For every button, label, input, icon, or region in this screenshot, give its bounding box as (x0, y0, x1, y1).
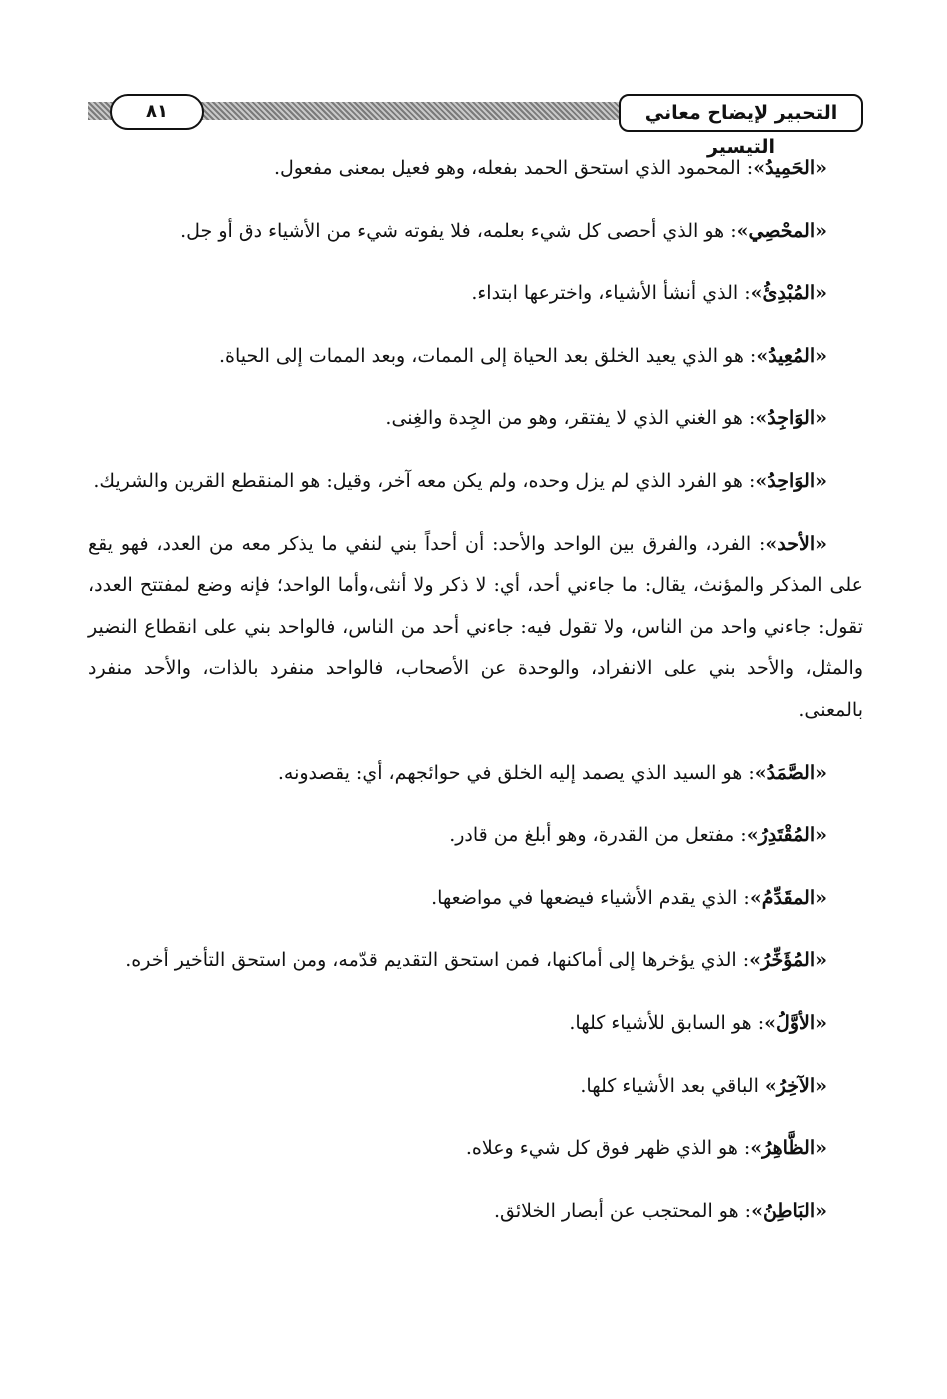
paragraph-al-wahid (88, 461, 863, 503)
paragraph-al-muhsi (88, 211, 863, 253)
definition: : هو المحتجب عن أبصار الخلائق. (494, 1199, 752, 1222)
definition: : المحمود الذي استحق الحمد بفعله، وهو فعيل بمعنى مفعول. (273, 157, 754, 179)
term: «الوَاجِدُ» (755, 407, 827, 430)
definition: : هو الذي يعيد الخلق بعد الحياة إلى الممات، وبعد الممات إلى الحياة. (219, 344, 757, 367)
paragraph-al-ahad (88, 524, 863, 732)
term: «الحَمِيدُ» (753, 157, 827, 179)
paragraph-al-hamid (88, 148, 863, 190)
paragraph-al-akhir (88, 1066, 863, 1108)
definition: : الذي أنشأ الأشياء، واخترعها ابتداء. (471, 282, 751, 305)
paragraph-al-mubdi (88, 273, 863, 315)
term: «المُبْدِئُ» (750, 282, 827, 305)
paragraph-az-zahir (88, 1128, 863, 1170)
paragraph-al-batin (88, 1191, 863, 1233)
term: «الوَاحِدُ» (755, 469, 827, 492)
definition: الباقي بعد الأشياء كلها. (580, 1074, 765, 1097)
page-body (88, 148, 863, 1253)
term: «الظَّاهِرُ» (750, 1137, 827, 1160)
book-title: التحبير لإيضاح معاني التيسير (619, 94, 863, 132)
page-header (88, 94, 863, 158)
definition: : هو الذي ظهر فوق كل شيء وعلاه. (465, 1137, 751, 1160)
paragraph-al-muid (88, 336, 863, 378)
definition: : هو الغني الذي لا يفتقر، وهو من الجِدة والغِنى. (385, 407, 756, 430)
paragraph-as-samad (88, 753, 863, 795)
definition: : هو الفرد الذي لم يزل وحده، ولم يكن معه آخر، وقيل: هو المنقطع القرين والشريك. (93, 469, 756, 492)
definition: : هو الذي أحصى كل شيء بعلمه، فلا يفوته شيء من الأشياء دق أو جل. (180, 219, 737, 242)
paragraph-al-muqtadir (88, 815, 863, 857)
term: «البَاطِنُ» (751, 1199, 827, 1222)
term: «الأوَّلُ» (764, 1011, 827, 1034)
definition: : هو السابق للأشياء كلها. (569, 1011, 765, 1034)
term: «المُؤَخِّرُ» (749, 949, 827, 972)
page-number: ٨١ (110, 94, 204, 130)
paragraph-al-wajid (88, 398, 863, 440)
definition: : الفرد، والفرق بين الواحد والأحد: أن أحداً بني لنفي ما يذكر معه من العدد، فهو يقع على المذكر والمؤنث، يقال: ما جاءني أحد، أي: لا ذكر ولا أنثى،وأما الواحد؛ فإنه وضع لمفتتح العدد، تقول: جاءني واحد من الناس، ولا تقول فيه: جاءني أحد من الناس، فالواحد بني على انقطاع النضير والمثل، والأحد بني على الانفراد، والوحدة عن الأصحاب، فالواحد منفرد بالذات، والأحد منفرد بالمعنى. (88, 532, 863, 721)
term: «المُعِيدُ» (756, 344, 827, 367)
term: «الصَّمَدُ» (754, 761, 827, 784)
definition: : الذي يؤخرها إلى أماكنها، فمن استحق التقديم قدّمه، ومن استحق التأخير أخره. (125, 949, 750, 972)
term: «المُقْتَدِرُ» (746, 824, 827, 847)
paragraph-al-muqaddim (88, 878, 863, 920)
definition: : هو السيد الذي يصمد إليه الخلق في حوائجهم، أي: يقصدونه. (277, 761, 755, 784)
definition: : الذي يقدم الأشياء فيضعها في مواضعها. (431, 886, 750, 909)
term: «الأحد» (765, 532, 827, 555)
term: «المحْصِي» (736, 219, 827, 242)
paragraph-al-muakhkhir (88, 940, 863, 982)
paragraph-al-awwal (88, 1003, 863, 1045)
term: «الآخِرُ» (764, 1074, 827, 1097)
term: «المقَدِّمُ» (749, 886, 827, 909)
definition: : مفتعل من القدرة، وهو أبلغ من قادر. (449, 824, 747, 847)
